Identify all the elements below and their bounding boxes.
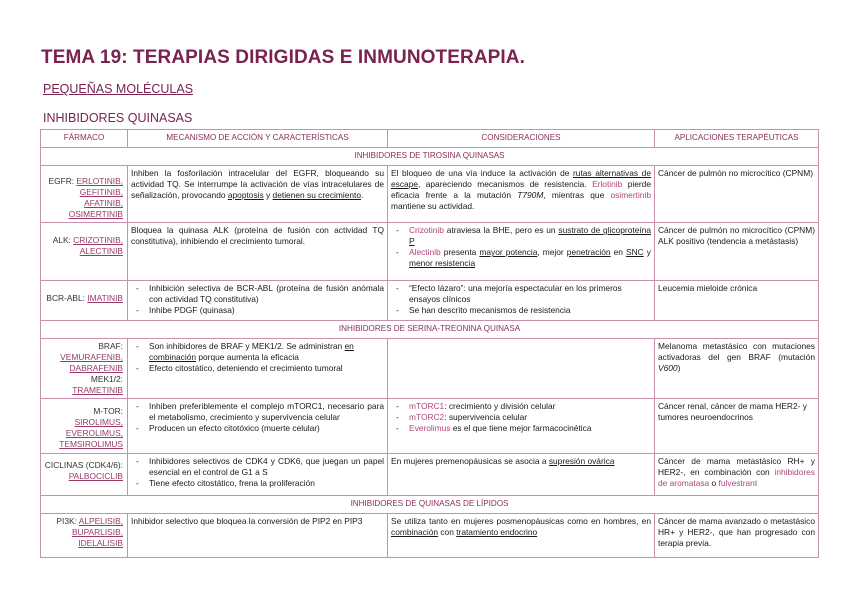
group-serine-threonine-kinase: INHIBIDORES DE SERINA-TREONINA QUINASA	[41, 321, 819, 339]
page-title: TEMA 19: TERAPIAS DIRIGIDAS E INMUNOTERAPIA.	[41, 47, 526, 68]
considerations-cell	[388, 281, 655, 321]
kinase-inhibitors-table	[40, 129, 819, 558]
considerations-cell: Se utiliza tanto en mujeres posmenopáusicas como en hombres, en combinación con tratamiento endocrino	[388, 513, 655, 557]
subtitle: PEQUEÑAS MOLÉCULAS	[43, 82, 194, 96]
list-item: - Se han descrito mecanismos de resistencia	[391, 305, 651, 316]
list-item: - Son inhibidores de BRAF y MEK1/2. Se administran en combinación porque aumenta la eficacia	[131, 341, 384, 363]
list-item: - Everolimus es el que tiene mejor farmacocinética	[391, 423, 651, 434]
table-row-egfr	[41, 165, 819, 222]
table-row-mtor	[41, 399, 819, 454]
applications-cell: Cáncer de mama avanzado o metastásico HR+ y HER2-, que han progresado con terapia previa.	[655, 513, 819, 557]
table-row-alk	[41, 223, 819, 281]
applications-cell: Cáncer de pulmón no microcítico (CPNM) ALK positivo (tendencia a metástasis)	[655, 223, 819, 281]
considerations-cell	[388, 223, 655, 281]
header-drug: FÁRMACO	[41, 130, 128, 148]
list-item: - Producen un efecto citotóxico (muerte celular)	[131, 423, 384, 434]
table-row-cdk	[41, 454, 819, 496]
considerations-cell: El bloqueo de una vía induce la activación de rutas alternativas de escape, apareciendo mecanismos de resistencia. Erlotinib pierde eficacia frente a la mutación T790M, mientras que osimertinib mantiene su actividad.	[388, 165, 655, 222]
drug-cell: BCR-ABL: IMATINIB	[41, 281, 128, 321]
mechanism-cell: Inhiben la fosforilación intracelular del EGFR, bloqueando su actividad TQ. Se interrumpe la activación de vías intracelulares de señalización, provocando apoptosis y detienen su crecimiento.	[128, 165, 388, 222]
table-row-pi3k	[41, 513, 819, 557]
header-considerations: CONSIDERACIONES	[388, 130, 655, 148]
table-row-braf	[41, 338, 819, 398]
applications-cell: Cáncer de mama metastásico RH+ y HER2-, en combinación con inhibidores de aromatasa o fulvestrant	[655, 454, 819, 496]
list-item: - Tiene efecto citostático, frena la proliferación	[131, 478, 384, 489]
applications-cell: Cáncer de pulmón no microcítico (CPNM)	[655, 165, 819, 222]
header-applications: APLICACIONES TERAPÉUTICAS	[655, 130, 819, 148]
list-item: - mTORC2: supervivencia celular	[391, 412, 651, 423]
list-item: - Efecto citostático, deteniendo el crecimiento tumoral	[131, 363, 384, 374]
section-title: INHIBIDORES QUINASAS	[43, 111, 193, 125]
mechanism-cell	[128, 454, 388, 496]
applications-cell: Cáncer renal, cáncer de mama HER2- y tumores neuroendocrinos	[655, 399, 819, 454]
considerations-cell	[388, 338, 655, 398]
drug-cell: PI3K: ALPELISIB, BUPARLISIB, IDELALISIB	[41, 513, 128, 557]
drug-cell: EGFR: ERLOTINIB, GEFITINIB, AFATINIB, OSIMERTINIB	[41, 165, 128, 222]
mechanism-cell	[128, 281, 388, 321]
drug-cell: CICLINAS (CDK4/6): PALBOCICLIB	[41, 454, 128, 496]
list-item: - Inhibición selectiva de BCR-ABL (proteína de fusión anómala con actividad TQ constitutiva)	[131, 283, 384, 305]
list-item: - Inhibidores selectivos de CDK4 y CDK6, que juegan un papel esencial en el control de G1 a S	[131, 456, 384, 478]
list-item: - Alectinib presenta mayor potencia, mejor penetración en SNC y menor resistencia	[391, 247, 651, 269]
applications-cell: Leucemia mieloide crónica	[655, 281, 819, 321]
drug-cell: M-TOR: SIROLIMUS, EVEROLIMUS, TEMSIROLIMUS	[41, 399, 128, 454]
header-mechanism: MECANISMO DE ACCIÓN Y CARACTERÍSTICAS	[128, 130, 388, 148]
drug-cell: BRAF: VEMURAFENIB, DABRAFENIB MEK1/2: TRAMETINIB	[41, 338, 128, 398]
list-item: - Crizotinib atraviesa la BHE, pero es un sustrato de glicoproteína P	[391, 225, 651, 247]
mechanism-cell	[128, 399, 388, 454]
list-item: - mTORC1: crecimiento y división celular	[391, 401, 651, 412]
group-lipid-kinase: INHIBIDORES DE QUINASAS DE LÍPIDOS	[41, 496, 819, 514]
mechanism-cell	[128, 338, 388, 398]
mechanism-cell: Bloquea la quinasa ALK (proteína de fusión con actividad TQ constitutiva), inhibiendo el crecimiento tumoral.	[128, 223, 388, 281]
drug-cell: ALK: CRIZOTINIB, ALECTINIB	[41, 223, 128, 281]
considerations-cell: En mujeres premenopáusicas se asocia a supresión ovárica	[388, 454, 655, 496]
list-item: - Inhiben preferiblemente el complejo mTORC1, necesario para el metabolismo, crecimiento y supervivencia celular	[131, 401, 384, 423]
group-tyrosine-kinase: INHIBIDORES DE TIROSINA QUINASAS	[41, 148, 819, 166]
considerations-cell	[388, 399, 655, 454]
applications-cell: Melanoma metastásico con mutaciones activadoras del gen BRAF (mutación V600)	[655, 338, 819, 398]
mechanism-cell: Inhibidor selectivo que bloquea la conversión de PIP2 en PIP3	[128, 513, 388, 557]
list-item: - “Efecto lázaro”: una mejoría espectacular en los primeros ensayos clínicos	[391, 283, 651, 305]
list-item: - Inhibe PDGF (quinasa)	[131, 305, 384, 316]
table-row-bcr-abl	[41, 281, 819, 321]
